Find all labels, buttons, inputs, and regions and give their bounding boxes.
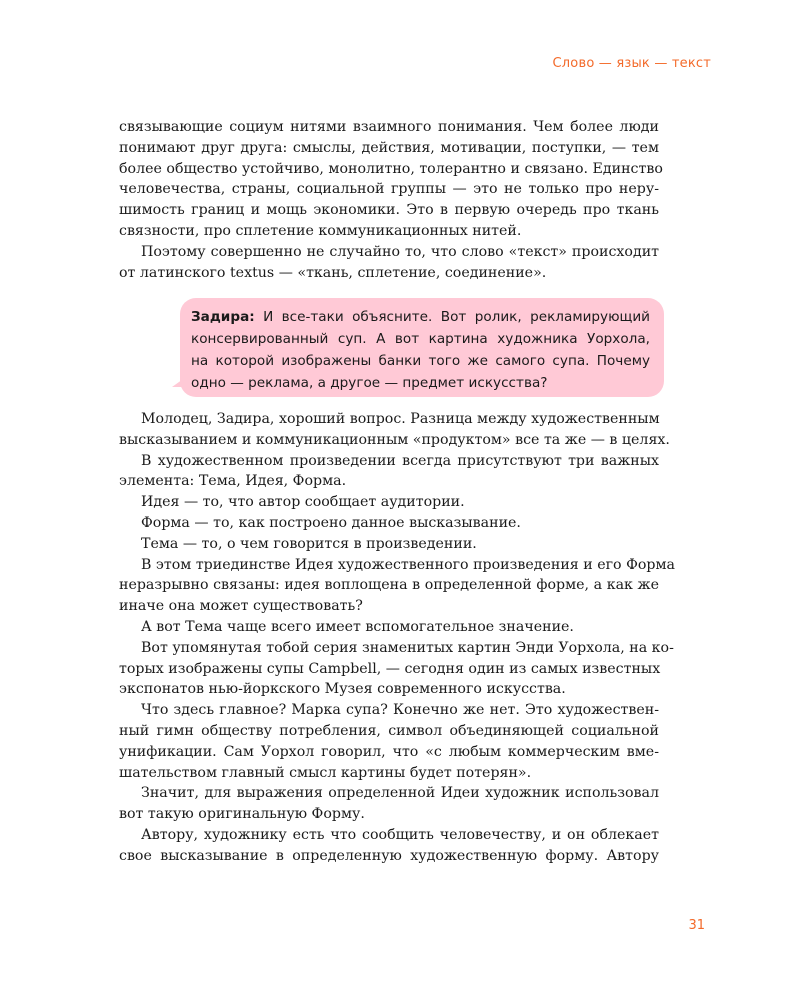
dialogue-line: на которой изображены банки того же самого супа. Почему <box>191 353 650 369</box>
paragraph <box>119 555 675 617</box>
intro-text <box>119 117 663 283</box>
text-line: вот такую оригинальную Форму. <box>119 806 365 823</box>
text-line: связности, про сплетение коммуникационных нитей. <box>119 222 522 239</box>
paragraph <box>119 513 659 534</box>
body-text <box>119 409 675 867</box>
paragraph <box>119 451 659 493</box>
page-number: 31 <box>688 918 705 933</box>
paragraph <box>119 409 670 451</box>
paragraph <box>119 825 659 867</box>
text-line: Автору, художнику есть что сообщить человечеству, и он облекает <box>141 826 659 843</box>
text-line: Что здесь главное? Марка супа? Конечно же нет. Это художествен- <box>141 702 659 719</box>
paragraph <box>119 638 674 700</box>
text-line: В этом триединстве Идея художественного произведения и его Форма <box>141 556 675 573</box>
paragraph <box>119 783 659 825</box>
text-line: от латинского textus — «ткань, сплетение, соединение». <box>119 264 547 281</box>
paragraph <box>119 492 659 513</box>
text-line: Значит, для выражения определенной Идеи художник использовал <box>141 785 659 802</box>
paragraph <box>119 617 659 638</box>
text-line: иначе она может существовать? <box>119 598 363 615</box>
dialogue-bubble <box>180 298 664 397</box>
dialogue-line <box>191 306 650 328</box>
text-line: более общество устойчиво, монолитно, толерантно и связано. Единство <box>119 160 663 177</box>
dialogue-text: И все-таки объясните. Вот ролик, рекламирующий <box>254 309 650 325</box>
text-line: торых изображены супы Campbell, — сегодня один из самых известных <box>119 660 661 677</box>
dialogue-line: консервированный суп. А вот картина художника Уорхола, <box>191 331 650 347</box>
text-line: связывающие социум нитями взаимного понимания. Чем более люди <box>119 119 659 135</box>
text-line: Тема — то, о чем говорится в произведении. <box>141 535 477 552</box>
text-line: экспонатов нью-йоркского Музея современного искусства. <box>119 681 566 698</box>
text-line: понимают друг друга: смыслы, действия, мотивации, поступки, — тем <box>119 139 659 156</box>
text-line: свое высказывание в определенную художественную форму. Автору <box>119 847 659 864</box>
text-line: человечества, страны, социальной группы — это не только про неру- <box>119 181 659 198</box>
text-line: шимость границ и мощь экономики. Это в первую очередь про ткань <box>119 202 659 219</box>
dialogue-line: одно — реклама, а другое — предмет искусства? <box>191 375 548 391</box>
text-line: В художественном произведении всегда присутствуют три важных <box>141 452 659 469</box>
speaker-label: Задира: <box>191 309 255 325</box>
text-line: унификации. Сам Уорхол говорил, что «с любым коммерческим вме- <box>119 743 659 760</box>
text-line: Форма — то, как построено данное высказывание. <box>141 514 521 531</box>
text-line: неразрывно связаны: идея воплощена в определенной форме, а как же <box>119 577 659 594</box>
running-header: Слово — язык — текст <box>552 56 711 71</box>
paragraph <box>119 700 659 783</box>
text-line: Идея — то, что автор сообщает аудитории. <box>141 494 465 511</box>
text-line: высказыванием и коммуникационным «продуктом» все та же — в целях. <box>119 431 670 448</box>
text-line: шательством главный смысл картины будет потерян». <box>119 764 532 781</box>
text-line: Поэтому совершенно не случайно то, что слово «текст» происходит <box>141 243 659 260</box>
text-line: элемента: Тема, Идея, Форма. <box>119 473 347 490</box>
text-line: А вот Тема чаще всего имеет вспомогательное значение. <box>141 618 574 635</box>
text-line: Молодец, Задира, хороший вопрос. Разница между художественным <box>141 411 660 427</box>
paragraph <box>119 534 659 555</box>
text-line: Вот упомянутая тобой серия знаменитых картин Энди Уорхола, на ко- <box>141 639 674 656</box>
text-line: ный гимн обществу потребления, символ объединяющей социальной <box>119 722 659 739</box>
